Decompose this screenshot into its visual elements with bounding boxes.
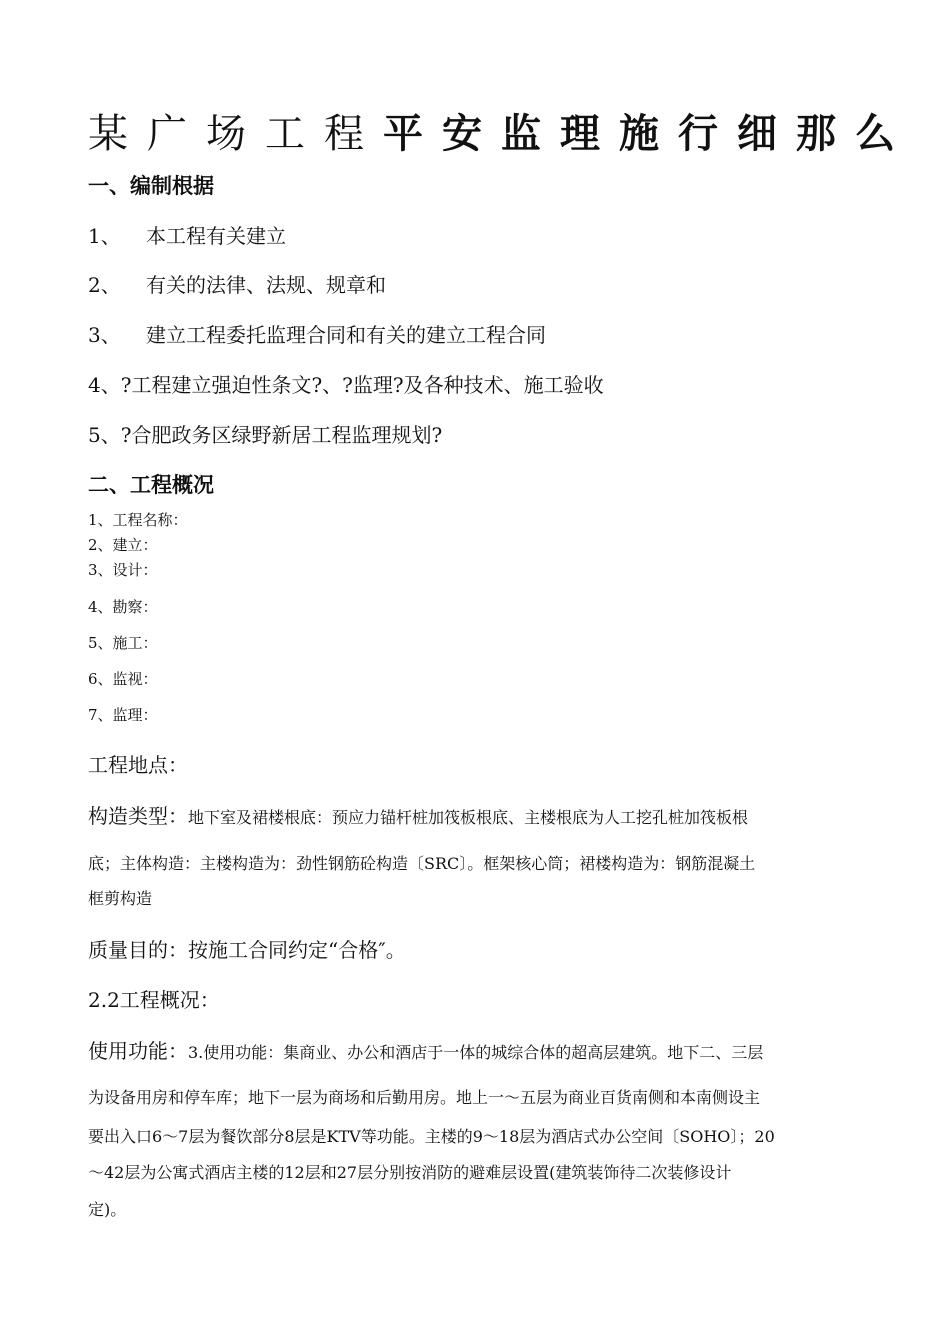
- overview-item-1: 1、工程名称：: [88, 511, 188, 529]
- overview-item-6: 6、监视：: [88, 670, 158, 688]
- structure-line-1: [88, 800, 748, 829]
- structure-text-1: 地下室及裙楼根底：预应力锚杆桩加筏板根底、主楼根底为人工挖孔桩加筏板根: [188, 808, 749, 827]
- function-text-1: 3.使用功能：集商业、办公和酒店于一体的城综合体的超高层建筑。地下二、三层: [188, 1043, 764, 1062]
- basis-item-1-text: 本工程有关建立: [146, 224, 286, 248]
- document-title: [88, 102, 914, 159]
- quality-target: 质量目的：按施工合同约定“合格″。: [88, 938, 406, 962]
- basis-item-2-text: 有关的法律、法规、规章和: [146, 273, 386, 297]
- section-2-heading: 二、工程概况: [88, 473, 214, 497]
- function-line-1: [88, 1035, 763, 1064]
- overview-item-2: 2、建立：: [88, 536, 158, 554]
- overview-subheading: 2.2工程概况：: [88, 988, 220, 1012]
- overview-item-4: 4、勘察：: [88, 598, 158, 616]
- basis-item-3-text: 建立工程委托监理合同和有关的建立工程合同: [146, 323, 546, 347]
- structure-line-3: 框剪构造: [88, 889, 153, 908]
- basis-item-3: [88, 319, 546, 348]
- overview-item-5: 5、施工：: [88, 634, 158, 652]
- title-part-1: 某广场工程: [88, 111, 383, 157]
- overview-item-3: 3、设计：: [88, 561, 158, 579]
- basis-item-2-num: 2、: [88, 273, 121, 297]
- basis-item-1-num: 1、: [88, 224, 121, 248]
- basis-item-5: 5、?合肥政务区绿野新居工程监理规划?: [88, 423, 443, 447]
- section-1-heading: 一、编制根据: [88, 174, 214, 198]
- function-line-5: 定)。: [88, 1200, 127, 1219]
- function-line-2: 为设备用房和停车库；地下一层为商场和后勤用房。地上一～五层为商业百货南侧和本南侧设主: [88, 1088, 761, 1107]
- title-part-2: 平安监理施行细那么: [383, 111, 914, 157]
- function-label: 使用功能：: [88, 1039, 188, 1063]
- overview-item-7: 7、监理：: [88, 706, 158, 724]
- basis-item-2: [88, 269, 386, 298]
- structure-line-2: 底；主体构造：主楼构造为：劲性钢筋砼构造〔SRC〕。框架核心筒；裙楼构造为：钢筋混凝土: [88, 854, 756, 873]
- basis-item-1: [88, 220, 286, 249]
- function-line-3: 要出入口6～7层为餐饮部分8层是KTV等功能。主楼的9～18层为酒店式办公空间〔SOHO〕；20: [88, 1127, 775, 1146]
- basis-item-4: 4、?工程建立强迫性条文?、?监理?及各种技术、施工验收: [88, 373, 604, 397]
- function-line-4: ～42层为公寓式酒店主楼的12层和27层分别按消防的避难层设置(建筑装饰待二次装修设计: [88, 1163, 732, 1182]
- basis-item-3-num: 3、: [88, 323, 121, 347]
- structure-label: 构造类型：: [88, 804, 188, 828]
- project-location: 工程地点：: [88, 753, 188, 777]
